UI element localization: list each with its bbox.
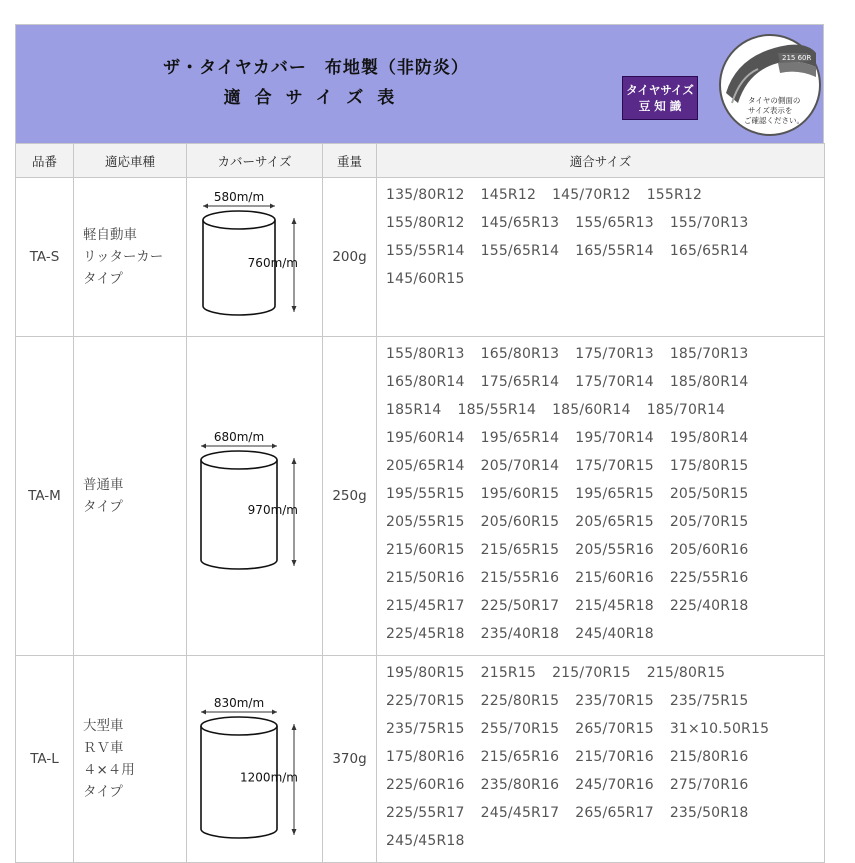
cover-width-label: 680m/m [213, 429, 265, 444]
cover-size-diagram [187, 178, 323, 337]
cover-width-label: 830m/m [213, 696, 265, 710]
col-header-cover-size: カバーサイズ [187, 144, 323, 178]
vehicle-type-line: リッターカー [83, 249, 164, 265]
fit-sizes-line [386, 623, 824, 651]
tire-size: 145/70R12 [552, 187, 631, 203]
vehicle-type-line: 大型車 [83, 718, 124, 734]
tire-size: 145/60R15 [386, 271, 465, 287]
tire-size: 31×10.50R15 [669, 721, 770, 737]
tire-size: 205/55R16 [575, 542, 654, 558]
tire-size: 225/60R16 [386, 777, 465, 793]
cylinder-icon [187, 657, 322, 861]
tire-size: 265/70R15 [575, 721, 654, 737]
weight-value: 200g [323, 178, 377, 337]
header-banner [15, 24, 824, 143]
table-row [16, 337, 825, 656]
cylinder-icon [187, 338, 322, 655]
tire-size: 205/50R15 [669, 486, 749, 502]
tire-size: 205/60R15 [480, 514, 560, 530]
illus-note-1: タイヤの側面の [748, 96, 801, 105]
illus-tag: 215 60R [782, 54, 812, 62]
tire-size: 265/65R17 [575, 805, 654, 821]
vehicle-type-line: タイプ [83, 271, 123, 287]
tire-size: 195/65R14 [480, 430, 560, 446]
tire-size: 215/60R15 [386, 542, 465, 558]
tire-size: 215/65R15 [480, 542, 560, 558]
tire-size: 215/70R16 [575, 749, 654, 765]
tire-size: 225/50R17 [480, 598, 560, 614]
tire-size: 205/60R16 [669, 542, 749, 558]
tire-size: 245/70R16 [575, 777, 654, 793]
tire-size: 215/50R16 [386, 570, 465, 586]
fit-sizes-line [386, 184, 824, 212]
tire-size: 195/80R15 [386, 665, 465, 681]
tire-size: 205/65R15 [575, 514, 654, 530]
vehicle-type-line: ４×４用 [83, 762, 135, 778]
tire-size: 185/55R14 [457, 402, 537, 418]
fit-sizes-line [386, 662, 824, 690]
tire-size: 205/65R14 [386, 458, 465, 474]
fit-sizes-line [386, 427, 824, 455]
tire-size: 245/45R18 [386, 833, 465, 849]
tire-size: 225/55R16 [669, 570, 749, 586]
vehicle-type-line: タイプ [83, 784, 123, 800]
vehicle-type-line: タイプ [83, 499, 123, 515]
col-header-weight: 重量 [323, 144, 377, 178]
tire-size: 215/45R17 [386, 598, 465, 614]
product-code: TA-L [16, 656, 74, 863]
tire-size: 245/45R17 [480, 805, 560, 821]
table-header-row [16, 144, 825, 178]
tire-size: 205/70R14 [480, 458, 560, 474]
fit-sizes-line [386, 455, 824, 483]
size-table [15, 143, 825, 863]
tire-size: 185/80R14 [669, 374, 749, 390]
tire-size: 155/80R13 [386, 346, 465, 362]
table-row [16, 656, 825, 863]
tire-size: 185/70R14 [646, 402, 726, 418]
col-header-vehicle: 適応車種 [74, 144, 187, 178]
page [15, 24, 824, 863]
vehicle-type [74, 337, 187, 656]
fit-sizes-list [377, 337, 825, 656]
tire-size: 205/70R15 [669, 514, 749, 530]
tire-size: 155/70R13 [669, 215, 749, 231]
tire-size: 175/80R15 [669, 458, 749, 474]
fit-sizes-list [377, 656, 825, 863]
fit-sizes-line [386, 212, 824, 240]
tire-size: 235/50R18 [669, 805, 749, 821]
vehicle-type [74, 178, 187, 337]
tire-size: 225/80R15 [480, 693, 560, 709]
tire-size: 155/65R13 [575, 215, 654, 231]
tire-size: 175/80R16 [386, 749, 465, 765]
vehicle-type-line: 軽自動車 [83, 227, 137, 243]
fit-sizes-line [386, 595, 824, 623]
tire-size-tips-button[interactable] [622, 76, 698, 120]
tire-size: 215/80R15 [646, 665, 726, 681]
tire-size: 215/80R16 [669, 749, 749, 765]
tire-size: 245/40R18 [575, 626, 654, 642]
tire-size: 155/80R12 [386, 215, 465, 231]
tire-size: 165/80R14 [386, 374, 465, 390]
col-header-code: 品番 [16, 144, 74, 178]
fit-sizes-line [386, 511, 824, 539]
tire-size: 145/65R13 [480, 215, 560, 231]
vehicle-type-line: 普通車 [83, 477, 124, 493]
fit-sizes-line [386, 746, 824, 774]
cylinder-icon [187, 178, 322, 336]
tire-size: 235/80R16 [480, 777, 560, 793]
tire-sidewall-icon[interactable] [718, 33, 822, 137]
vehicle-type-line: ＲＶ車 [83, 740, 124, 756]
cover-size-diagram [187, 656, 323, 863]
tire-size: 165/55R14 [575, 243, 654, 259]
weight-value: 250g [323, 337, 377, 656]
tire-size: 225/55R17 [386, 805, 465, 821]
tire-size: 235/40R18 [480, 626, 560, 642]
badge-line-2: 豆 知 識 [638, 99, 682, 113]
tire-size: 185/70R13 [669, 346, 749, 362]
fit-sizes-line [386, 371, 824, 399]
fit-sizes-line [386, 343, 824, 371]
fit-sizes-line [386, 483, 824, 511]
fit-sizes-line [386, 539, 824, 567]
fit-sizes-line [386, 830, 824, 858]
tire-size: 225/40R18 [669, 598, 749, 614]
product-code: TA-M [16, 337, 74, 656]
tire-size: 195/70R14 [575, 430, 654, 446]
tire-size: 275/70R16 [669, 777, 749, 793]
tire-size: 195/60R14 [386, 430, 465, 446]
tire-size: 175/70R14 [575, 374, 654, 390]
tire-size: 215/55R16 [480, 570, 560, 586]
fit-sizes-line [386, 567, 824, 595]
fit-sizes-list [377, 178, 825, 337]
tire-size: 195/55R15 [386, 486, 465, 502]
tire-size: 135/80R12 [386, 187, 465, 203]
tire-size: 165/65R14 [669, 243, 749, 259]
tire-size: 235/75R15 [386, 721, 465, 737]
illus-note-2: サイズ表示を [748, 106, 793, 115]
tire-size: 205/55R15 [386, 514, 465, 530]
tire-size: 235/75R15 [669, 693, 749, 709]
weight-value: 370g [323, 656, 377, 863]
cover-width-label: 580m/m [213, 190, 265, 204]
tire-size: 215R15 [480, 665, 537, 681]
tire-size: 185R14 [386, 402, 442, 418]
fit-sizes-line [386, 399, 824, 427]
tire-size: 235/70R15 [575, 693, 654, 709]
tire-size: 215/60R16 [575, 570, 654, 586]
tire-size: 185/60R14 [552, 402, 631, 418]
fit-sizes-line [386, 268, 824, 296]
table-row [16, 178, 825, 337]
fit-sizes-line [386, 802, 824, 830]
tire-size: 215/70R15 [552, 665, 631, 681]
page-subtitle: 適合サイズ表 [223, 88, 409, 108]
tire-size: 145R12 [480, 187, 537, 203]
cover-size-diagram [187, 337, 323, 656]
tire-size: 155/55R14 [386, 243, 465, 259]
tire-size: 215/65R16 [480, 749, 560, 765]
fit-sizes-line [386, 240, 824, 268]
tire-size: 255/70R15 [480, 721, 560, 737]
product-code: TA-S [16, 178, 74, 337]
tire-size: 225/70R15 [386, 693, 465, 709]
tire-size: 175/65R14 [480, 374, 560, 390]
illus-note-3: ご確認ください。 [744, 116, 804, 125]
tire-size: 155R12 [646, 187, 703, 203]
cover-height-label: 1200m/m [240, 770, 298, 785]
page-title: ザ・タイヤカバー 布地製（非防炎） [163, 58, 469, 78]
tire-size: 195/60R15 [480, 486, 560, 502]
fit-sizes-line [386, 774, 824, 802]
tire-size: 195/65R15 [575, 486, 654, 502]
vehicle-type [74, 656, 187, 863]
tire-size: 225/45R18 [386, 626, 465, 642]
badge-line-1: タイヤサイズ [626, 83, 694, 97]
fit-sizes-line [386, 718, 824, 746]
tire-size: 215/45R18 [575, 598, 654, 614]
cover-height-label: 970m/m [247, 502, 298, 517]
col-header-fit-sizes: 適合サイズ [377, 144, 825, 178]
tire-size: 165/80R13 [480, 346, 560, 362]
fit-sizes-line [386, 690, 824, 718]
tire-size: 195/80R14 [669, 430, 749, 446]
tire-size: 175/70R15 [575, 458, 654, 474]
tire-size: 155/65R14 [480, 243, 560, 259]
tire-size: 175/70R13 [575, 346, 654, 362]
cover-height-label: 760m/m [247, 256, 298, 270]
